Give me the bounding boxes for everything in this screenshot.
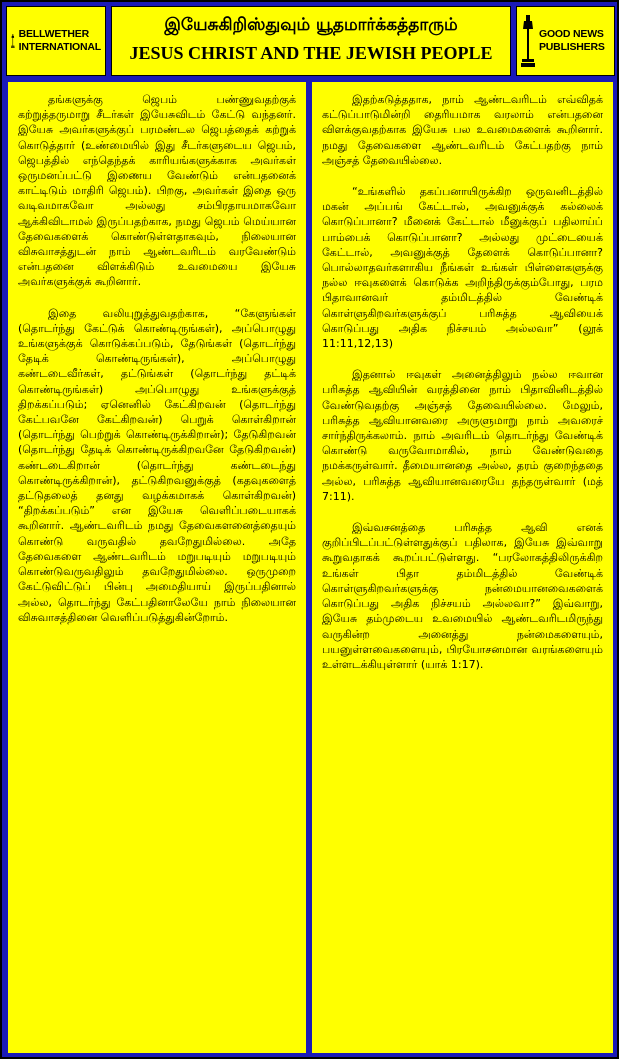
right-paragraph-4: இவ்வசனத்தை பரிசுத்த ஆவி எனக் குறிப்பிடப்பட்டுள்ளதுக்குப் பதிலாக, இயேசு இவ்வாறு கூறுவதாகக் கூறப்பட்டுள்ளது. “பரலோகத்திலிருக்கிற உங்கள் பிதா தம்மிடத்தில் வேண்டிக் கொள்ளுகிறவர்களுக்கு நன்மையானவைகளைக் கொடுப்பது அதிக நிச்சயம் அல்லவா?” இவ்வாறு, இயேசு தம்முடைய உவமையில் ஆண்டவரிடமிருந்து வருகின்ற அனைத்து நன்மைகளையும், பயனுள்ளவைகளையும், பிரயோசனமான வரங்களையும் உள்ளடக்கியுள்ளார் (யாக் 1:17). bbox=[322, 521, 603, 671]
title-tamil: இயேசுகிறிஸ்துவும் யூதமார்க்கத்தாரும் bbox=[164, 15, 458, 35]
right-logo-line2: PUBLISHERS bbox=[539, 41, 605, 53]
right-paragraph-1: இதற்கடுத்ததாக, நாம் ஆண்டவரிடம் எவ்விதக் கட்டுப்பாடுமின்றி தைரியமாக வரலாம் என்பதனை விளக்குவதற்காக இயேசு பல உவமைகளைக் கூறினார். நமது தேவைகளை ஆண்டவரிடம் கேட்பதற்கு நாம் அஞ்சத் தேவையில்லை. bbox=[322, 93, 603, 167]
good-news-logo bbox=[516, 6, 615, 76]
right-column bbox=[312, 82, 613, 1053]
right-paragraph-3: இதனால் ஈவுகள் அனைத்திலும் நல்ல ஈவான பரிசுத்த ஆவியின் வரத்தினை நாம் பிதாவினிடத்தில் வேண்டுவதற்கு அஞ்சத் தேவையில்லை. மேலும், பரிசுத்த ஆவியானவரை அருளுமாறு நாம் அவரைச் சார்ந்திருக்கலாம். நாம் அவரிடம் தொடர்ந்து வேண்டிக் கொண்டு வருவோமாகில், நாம் வேண்டுவதை நமக்கருள்வார். தீமையானதை அல்ல, தரம் குறைந்ததை அல்ல, பரிசுத்த ஆவியானவரையே தந்தருள்வார் (மத் 7:11). bbox=[322, 368, 603, 503]
header bbox=[4, 4, 617, 78]
left-paragraph-2: இதை வலியுறுத்துவதற்காக, “கேளுங்கள் (தொடர்ந்து கேட்டுக் கொண்டிருங்கள்), அப்பொழுது உங்களுக்குக் கொடுக்கப்படும், தேடுங்கள் (தொடர்ந்து தேடிக் கொண்டிருங்கள்), அப்பொழுது கண்டடைவீர்கள், தட்டுங்கள் (தொடர்ந்து தட்டிக் கொண்டிருங்கள்) அப்பொழுது உங்களுக்குத் திறக்கப்படும்; ஏனெனில் கேட்கிறவன் (தொடர்ந்து கேட்பவனே கேட்கிறவன்) பெறுக் கொள்கிறான் (தொடர்ந்து பெற்றுக் கொண்டிருக்கிறான்); தேடுகிறவன் (தொடர்ந்து தேடிக் கொண்டிருக்கிறவனே தேடுகிறவன்) கண்டடைகிறான் (தொடர்ந்து கண்டடைந்து கொண்டிருக்கிறான்), தட்டுகிறவனுக்குத் (கதவுகளைத் தட்டுதலைத் தனது வழக்கமாகக் கொள்கிறவன்) “திறக்கப்படும்” என இயேசு வெளிப்படையாகக் கூறினார். ஆண்டவரிடம் நமது தேவைகளனைத்தையும் கொண்டு வருவதில் தவறேதுமில்லை. அதே தேவைகளை ஆண்டவரிடம் மறுபடியும் மறுபடியும் கொண்டுவருவதிலும் தவறேதுமில்லை. ஒருமுறை கேட்டுவிட்டுப் பின்பு அமைதியாய் இருப்பதினால் அல்ல, தொடர்ந்து கேட்பதினாலேயே நாம் நிலையான விசுவாசத்தினை வெளிப்படுத்துகின்றோம். bbox=[18, 306, 296, 624]
right-logo-line1: GOOD NEWS bbox=[539, 28, 604, 40]
title-english: JESUS CHRIST AND THE JEWISH PEOPLE bbox=[129, 43, 493, 63]
right-paragraph-2: “உங்களில் தகப்பனாயிருக்கிற ஒருவனிடத்தில் மகன் அப்பங் கேட்டால், அவனுக்குக் கல்லைக் கொடுப்பானா? மீனைக் கேட்டால் மீனுக்குப் பதிலாய்ப் பாம்பைக் கொடுப்பானா? அல்லது முட்டையைக் கேட்டால், அவனுக்குத் தேளைக் கொடுப்பானா? பொல்லாதவர்களாகிய நீங்கள் உங்கள் பிள்ளைகளுக்கு நல்ல ஈவுகளைக் கொடுக்க அறிந்திருக்கும்போது, பரம பிதாவானவர் தம்மிடத்தில் வேண்டிக் கொள்ளுகிறவர்களுக்குப் பரிசுத்த ஆவியைக் கொடுப்பது அதிக நிச்சயம் அல்லவா” (லூக் 11:11,12,13) bbox=[322, 185, 603, 351]
lamp-icon bbox=[521, 15, 535, 67]
left-paragraph-1: தங்களுக்கு ஜெபம் பண்ணுவதற்குக் கற்றுத்தருமாறு சீடர்கள் இயேசுவிடம் கேட்டு வந்தனர். இயேசு அவர்களுக்குப் பரமண்டல ஜெபத்தைக் கற்றுக் கொடுத்தார் (உண்மையில் இது சீடர்களுடைய ஜெபம், ஜெபத்தில் எந்தெந்தக் காரியங்களுக்காக அவர்கள் ஒருமனப்பட்டு இணைய வேண்டும் என்பதனைக் காட்டிடும் மாதிரி ஜெபம்). பிறகு, அவர்கள் இதை ஒரு வடிவமாகவோ அல்லது சம்பிரதாயமாகவோ ஆக்கிவிடாமல் இருப்பதற்காக, நமது ஜெபம் மெய்யான தேவைகளைக் கொண்டுள்ளதாகவும், நிலையான விசுவாசத்துடன் நாம் ஆண்டவரிடம் வரவேண்டும் என்பதனை விளக்கிடும் உவமையை இயேசு அவர்களுக்குக் கூறினார். bbox=[18, 93, 296, 289]
left-column bbox=[8, 82, 306, 1053]
left-logo-line1: BELLWETHER bbox=[18, 28, 89, 40]
left-logo-line2: INTERNATIONAL bbox=[18, 41, 101, 53]
lamp-icon bbox=[11, 15, 15, 67]
bellwether-logo bbox=[6, 6, 106, 76]
title-box bbox=[111, 6, 511, 76]
